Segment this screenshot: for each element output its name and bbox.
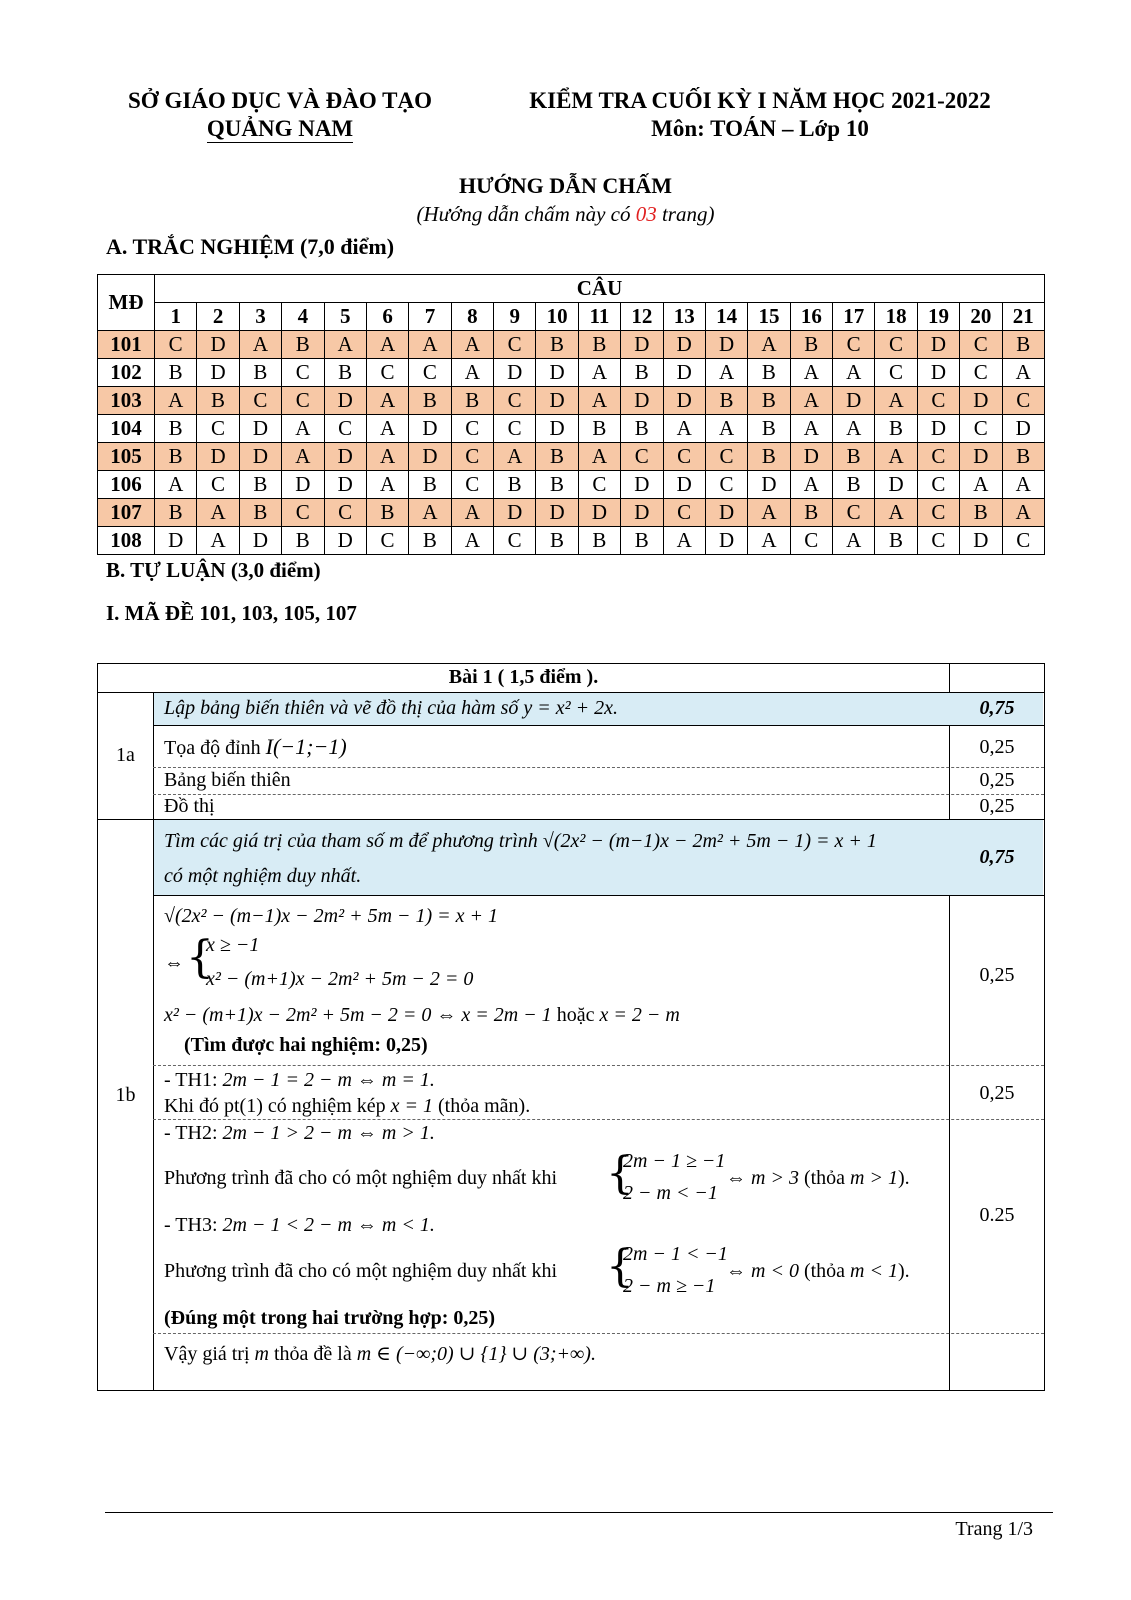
th1-line2-math: x = 1 bbox=[390, 1095, 433, 1117]
subtitle-pre: (Hướng dẫn chấm này có bbox=[416, 202, 636, 226]
answer-cell: C bbox=[833, 331, 875, 359]
final-math: m ∈ (−∞;0) ∪ {1} ∪ (3;+∞). bbox=[356, 1343, 596, 1365]
question-number: 10 bbox=[536, 303, 578, 331]
th2-result bbox=[726, 1167, 910, 1190]
th3-result-cond: m < 1 bbox=[850, 1260, 898, 1282]
answer-cell: D bbox=[875, 471, 917, 499]
answer-cell: A bbox=[875, 499, 917, 527]
answer-cell: B bbox=[197, 387, 239, 415]
th2-line2: Phương trình đã cho có một nghiệm duy nhất khi bbox=[164, 1167, 558, 1189]
answer-cell: C bbox=[790, 527, 832, 555]
th3-result-end: ). bbox=[898, 1260, 910, 1282]
answer-cell: D bbox=[239, 527, 281, 555]
answer-cell: C bbox=[663, 499, 705, 527]
answer-cell: A bbox=[451, 499, 493, 527]
answer-cell: C bbox=[960, 331, 1002, 359]
answer-cell: D bbox=[324, 443, 366, 471]
question-number: 19 bbox=[917, 303, 959, 331]
th3-result-math: ⇔ m < 0 bbox=[726, 1260, 799, 1282]
answer-cell: D bbox=[748, 471, 790, 499]
question-number: 17 bbox=[833, 303, 875, 331]
answer-cell: C bbox=[451, 471, 493, 499]
exam-code: 108 bbox=[98, 527, 155, 555]
exam-code: 106 bbox=[98, 471, 155, 499]
answer-cell: A bbox=[960, 471, 1002, 499]
answer-cell: D bbox=[960, 387, 1002, 415]
question-number: 16 bbox=[790, 303, 832, 331]
answer-row-101 bbox=[98, 331, 1045, 359]
answer-cell: C bbox=[875, 359, 917, 387]
answer-cell: A bbox=[833, 527, 875, 555]
answer-cell: B bbox=[578, 331, 620, 359]
answer-cell: A bbox=[494, 443, 536, 471]
answer-cell: B bbox=[790, 499, 832, 527]
answer-cell: B bbox=[790, 331, 832, 359]
answer-cell: D bbox=[536, 387, 578, 415]
answer-cell: D bbox=[705, 331, 747, 359]
answer-cell: B bbox=[748, 387, 790, 415]
answer-cell: D bbox=[663, 331, 705, 359]
answer-cell: B bbox=[705, 387, 747, 415]
answer-cell: B bbox=[324, 359, 366, 387]
answer-cell: C bbox=[366, 527, 408, 555]
answer-cell: D bbox=[705, 527, 747, 555]
answer-cell: C bbox=[282, 499, 324, 527]
question-number: 12 bbox=[621, 303, 663, 331]
answer-cell: A bbox=[663, 415, 705, 443]
r1-text bbox=[164, 734, 347, 760]
answer-cell: D bbox=[1002, 415, 1045, 443]
bai1-title: Bài 1 ( 1,5 điểm ). bbox=[448, 666, 599, 688]
header-left-line2 bbox=[100, 116, 460, 142]
question-number: 5 bbox=[324, 303, 366, 331]
final-m: m bbox=[254, 1343, 269, 1365]
answer-cell: B bbox=[748, 443, 790, 471]
answer-cell: A bbox=[663, 527, 705, 555]
answer-cell: A bbox=[451, 527, 493, 555]
answer-cell: A bbox=[409, 331, 451, 359]
answer-cell: C bbox=[494, 415, 536, 443]
final-line bbox=[164, 1341, 596, 1366]
subtitle-page-count: 03 bbox=[635, 202, 657, 226]
answer-cell: C bbox=[1002, 527, 1045, 555]
answer-cell: A bbox=[451, 331, 493, 359]
exam-code: 103 bbox=[98, 387, 155, 415]
answer-cell: C bbox=[1002, 387, 1045, 415]
answer-cell: D bbox=[960, 527, 1002, 555]
th3-line2: Phương trình đã cho có một nghiệm duy nhất khi bbox=[164, 1260, 558, 1282]
answer-cell: D bbox=[621, 387, 663, 415]
answer-cell: B bbox=[875, 415, 917, 443]
answer-cell: C bbox=[875, 331, 917, 359]
answer-cell: D bbox=[324, 527, 366, 555]
question-number: 14 bbox=[705, 303, 747, 331]
answer-cell: A bbox=[366, 331, 408, 359]
answer-cell: B bbox=[239, 499, 281, 527]
answer-cell: B bbox=[578, 415, 620, 443]
answer-cell: D bbox=[324, 471, 366, 499]
answer-cell: C bbox=[155, 331, 197, 359]
answer-cell: B bbox=[748, 359, 790, 387]
answer-cell: B bbox=[621, 359, 663, 387]
section-b1-heading: I. MÃ ĐỀ 101, 103, 105, 107 bbox=[106, 601, 357, 625]
th3-system-line1: 2m − 1 < −1 bbox=[623, 1243, 728, 1265]
answer-cell: B bbox=[239, 471, 281, 499]
th2-system-line1: 2m − 1 ≥ −1 bbox=[623, 1150, 726, 1172]
answer-cell: D bbox=[621, 471, 663, 499]
q1a-post: . bbox=[613, 697, 619, 719]
answer-cell: B bbox=[536, 471, 578, 499]
s1-system-line2: x² − (m+1)x − 2m² + 5m − 2 = 0 bbox=[206, 968, 474, 990]
answer-cell: C bbox=[705, 471, 747, 499]
answer-cell: A bbox=[705, 359, 747, 387]
answer-cell: B bbox=[748, 415, 790, 443]
answer-cell: B bbox=[494, 471, 536, 499]
th3-result bbox=[726, 1260, 910, 1283]
answer-cell: B bbox=[155, 499, 197, 527]
answer-cell: C bbox=[324, 415, 366, 443]
r1-label: Tọa độ đỉnh bbox=[164, 737, 266, 759]
answer-cell: C bbox=[578, 471, 620, 499]
answer-cell: C bbox=[366, 359, 408, 387]
th-score: 0.25 bbox=[979, 1204, 1015, 1226]
s1-system-line1: x ≥ −1 bbox=[206, 934, 260, 956]
th1-math: 2m − 1 = 2 − m ⇔ m = 1. bbox=[222, 1069, 435, 1091]
md-header: MĐ bbox=[98, 275, 155, 331]
grading-table bbox=[97, 663, 1045, 1391]
answer-cell: A bbox=[578, 387, 620, 415]
answer-cell: D bbox=[536, 499, 578, 527]
answer-cell: A bbox=[748, 527, 790, 555]
answer-cell: C bbox=[494, 387, 536, 415]
answer-cell: C bbox=[197, 415, 239, 443]
section-a-heading: A. TRẮC NGHIỆM (7,0 điểm) bbox=[106, 234, 395, 259]
exam-code: 102 bbox=[98, 359, 155, 387]
answer-cell: A bbox=[790, 415, 832, 443]
answer-cell: C bbox=[282, 387, 324, 415]
question-number: 2 bbox=[197, 303, 239, 331]
answer-cell: B bbox=[409, 387, 451, 415]
answer-cell: D bbox=[239, 415, 281, 443]
answer-cell: D bbox=[282, 471, 324, 499]
exam-code: 101 bbox=[98, 331, 155, 359]
answer-cell: D bbox=[917, 415, 959, 443]
answer-cell: A bbox=[409, 499, 451, 527]
answer-cell: D bbox=[197, 443, 239, 471]
answer-cell: B bbox=[833, 471, 875, 499]
answer-cell: C bbox=[494, 331, 536, 359]
answer-cell: A bbox=[197, 499, 239, 527]
r1-score: 0,25 bbox=[979, 736, 1015, 758]
answer-cell: A bbox=[875, 387, 917, 415]
answer-cell: A bbox=[790, 387, 832, 415]
th2-result-end: ). bbox=[898, 1167, 910, 1189]
answer-cell: C bbox=[917, 499, 959, 527]
s1-equiv: ⇔ bbox=[164, 952, 184, 974]
answer-cell: B bbox=[960, 499, 1002, 527]
exam-code: 105 bbox=[98, 443, 155, 471]
answer-cell: D bbox=[705, 499, 747, 527]
province-name: QUẢNG NAM bbox=[206, 116, 354, 141]
exam-code: 107 bbox=[98, 499, 155, 527]
answer-cell: C bbox=[663, 443, 705, 471]
q1b-line2: có một nghiệm duy nhất. bbox=[164, 865, 362, 887]
section-b-heading: B. TỰ LUẬN (3,0 điểm) bbox=[106, 558, 321, 582]
question-number-row bbox=[98, 303, 1045, 331]
answer-cell: B bbox=[1002, 331, 1045, 359]
question-number: 21 bbox=[1002, 303, 1045, 331]
answer-cell: C bbox=[621, 443, 663, 471]
question-number: 7 bbox=[409, 303, 451, 331]
answer-cell: A bbox=[748, 499, 790, 527]
answer-cell: A bbox=[748, 331, 790, 359]
answer-cell: B bbox=[621, 527, 663, 555]
question-number: 3 bbox=[239, 303, 281, 331]
page-number: Trang 1/3 bbox=[955, 1518, 1033, 1540]
th1-line2-post: (thỏa mãn). bbox=[433, 1095, 531, 1117]
th3-system-line2: 2 − m ≥ −1 bbox=[623, 1275, 716, 1297]
answer-cell: B bbox=[578, 527, 620, 555]
answer-cell: B bbox=[155, 359, 197, 387]
answer-cell: D bbox=[409, 415, 451, 443]
s1-score: 0,25 bbox=[979, 964, 1015, 986]
answer-cell: A bbox=[578, 359, 620, 387]
q1b-line1 bbox=[164, 830, 877, 853]
s1-or: hoặc bbox=[551, 1004, 600, 1026]
answer-cell: B bbox=[409, 471, 451, 499]
answer-cell: A bbox=[282, 415, 324, 443]
question-number: 9 bbox=[494, 303, 536, 331]
answer-cell: D bbox=[917, 359, 959, 387]
answer-cell: D bbox=[960, 443, 1002, 471]
th3-brace: { bbox=[606, 1241, 634, 1292]
answer-cell: A bbox=[324, 331, 366, 359]
answer-cell: D bbox=[197, 359, 239, 387]
answer-cell: A bbox=[1002, 499, 1045, 527]
answer-cell: C bbox=[960, 359, 1002, 387]
answer-cell: C bbox=[451, 443, 493, 471]
question-number: 13 bbox=[663, 303, 705, 331]
answer-cell: D bbox=[536, 415, 578, 443]
answer-cell: A bbox=[790, 359, 832, 387]
answer-cell: B bbox=[409, 527, 451, 555]
s1-note: (Tìm được hai nghiệm: 0,25) bbox=[184, 1034, 428, 1056]
th-note: (Đúng một trong hai trường hợp: 0,25) bbox=[164, 1307, 496, 1329]
answer-cell: D bbox=[324, 387, 366, 415]
question-number: 11 bbox=[578, 303, 620, 331]
th1-line1 bbox=[164, 1069, 435, 1092]
q1a-pre: Lập bảng biến thiên và vẽ đồ thị của hàm số bbox=[164, 697, 524, 719]
answer-cell: A bbox=[366, 471, 408, 499]
answer-cell: A bbox=[790, 471, 832, 499]
th2-result-math: ⇔ m > 3 bbox=[726, 1167, 799, 1189]
answer-cell: B bbox=[155, 443, 197, 471]
answer-cell: C bbox=[324, 499, 366, 527]
answer-cell: C bbox=[409, 359, 451, 387]
th1-score: 0,25 bbox=[979, 1082, 1015, 1104]
r2-score: 0,25 bbox=[979, 769, 1015, 791]
q1b-m: m bbox=[389, 830, 404, 852]
answer-row-104 bbox=[98, 415, 1045, 443]
answer-cell: A bbox=[1002, 359, 1045, 387]
footer-divider bbox=[105, 1512, 1053, 1513]
th3-label: - TH3: bbox=[164, 1214, 223, 1236]
question-number: 4 bbox=[282, 303, 324, 331]
answer-cell: A bbox=[155, 387, 197, 415]
q1b-mid: để phương trình bbox=[403, 830, 543, 852]
answer-cell: D bbox=[833, 387, 875, 415]
answer-cell: D bbox=[917, 331, 959, 359]
answer-cell: D bbox=[155, 527, 197, 555]
answer-cell: A bbox=[1002, 471, 1045, 499]
question-number: 6 bbox=[366, 303, 408, 331]
header-right-line1: KIỂM TRA CUỐI KỲ I NĂM HỌC 2021-2022 bbox=[529, 88, 991, 113]
th3-math: 2m − 1 < 2 − m ⇔ m < 1. bbox=[222, 1214, 435, 1236]
answer-cell: D bbox=[409, 443, 451, 471]
answer-cell: D bbox=[197, 331, 239, 359]
answer-cell: D bbox=[621, 331, 663, 359]
th2-line1 bbox=[164, 1122, 435, 1145]
answer-cell: A bbox=[875, 443, 917, 471]
answer-cell: D bbox=[663, 387, 705, 415]
answer-row-107 bbox=[98, 499, 1045, 527]
answer-cell: A bbox=[833, 415, 875, 443]
q1b-equation: √(2x² − (m−1)x − 2m² + 5m − 1) = x + 1 bbox=[542, 830, 877, 852]
r3-text: Đồ thị bbox=[164, 795, 215, 817]
th1-line2-pre: Khi đó pt(1) có nghiệm kép bbox=[164, 1095, 391, 1117]
answer-cell: D bbox=[536, 359, 578, 387]
answer-cell: B bbox=[833, 443, 875, 471]
answer-cell: A bbox=[366, 387, 408, 415]
q1a-score: 0,75 bbox=[979, 697, 1015, 719]
cau-header: CÂU bbox=[155, 275, 1045, 303]
s1-equation: √(2x² − (m−1)x − 2m² + 5m − 1) = x + 1 bbox=[164, 905, 499, 927]
answer-row-105 bbox=[98, 443, 1045, 471]
answer-cell: C bbox=[917, 443, 959, 471]
s1-line3 bbox=[164, 1004, 680, 1027]
answer-cell: D bbox=[790, 443, 832, 471]
answer-cell: B bbox=[282, 527, 324, 555]
answer-cell: C bbox=[917, 387, 959, 415]
answer-cell: A bbox=[451, 359, 493, 387]
answer-key-table bbox=[97, 274, 1045, 555]
answer-cell: C bbox=[239, 387, 281, 415]
answer-cell: B bbox=[282, 331, 324, 359]
th2-result-post: (thỏa bbox=[798, 1167, 851, 1189]
answer-cell: C bbox=[494, 527, 536, 555]
s1-brace: { bbox=[186, 932, 214, 983]
answer-cell: C bbox=[917, 527, 959, 555]
answer-cell: A bbox=[282, 443, 324, 471]
final-pre: Vậy giá trị bbox=[164, 1343, 255, 1365]
answer-cell: B bbox=[366, 499, 408, 527]
answer-cell: D bbox=[494, 359, 536, 387]
question-number: 20 bbox=[960, 303, 1002, 331]
th2-system-line2: 2 − m < −1 bbox=[623, 1182, 718, 1204]
answer-cell: C bbox=[833, 499, 875, 527]
final-mid: thỏa đề là bbox=[268, 1343, 357, 1365]
answer-cell: D bbox=[494, 499, 536, 527]
subtitle-post: trang) bbox=[656, 202, 715, 226]
q1b-pre: Tìm các giá trị của tham số bbox=[164, 830, 389, 852]
answer-cell: A bbox=[239, 331, 281, 359]
answer-cell: C bbox=[282, 359, 324, 387]
header-right-line2: Môn: TOÁN – Lớp 10 bbox=[651, 116, 869, 141]
answer-row-102 bbox=[98, 359, 1045, 387]
th3-line1 bbox=[164, 1214, 435, 1237]
answer-cell: A bbox=[155, 471, 197, 499]
answer-cell: C bbox=[451, 415, 493, 443]
answer-cell: B bbox=[1002, 443, 1045, 471]
th2-result-cond: m > 1 bbox=[850, 1167, 898, 1189]
s1-root2-math: x = 2 − m bbox=[599, 1004, 680, 1026]
th2-math: 2m − 1 > 2 − m ⇔ m > 1. bbox=[222, 1122, 435, 1144]
th3-result-post: (thỏa bbox=[798, 1260, 851, 1282]
answer-cell: B bbox=[621, 415, 663, 443]
answer-cell: D bbox=[239, 443, 281, 471]
s1-roots-math: x² − (m+1)x − 2m² + 5m − 2 = 0 ⇔ x = 2m − 1 bbox=[164, 1004, 552, 1026]
answer-cell: A bbox=[366, 443, 408, 471]
answer-row-108 bbox=[98, 527, 1045, 555]
answer-key-header-row bbox=[98, 275, 1045, 303]
th2-brace: { bbox=[606, 1148, 634, 1199]
q1b-score: 0,75 bbox=[979, 846, 1015, 868]
q1a-math: y = x² + 2x bbox=[523, 697, 614, 719]
answer-row-106 bbox=[98, 471, 1045, 499]
question-number: 8 bbox=[451, 303, 493, 331]
answer-cell: C bbox=[197, 471, 239, 499]
answer-cell: D bbox=[663, 359, 705, 387]
r2-text: Bảng biến thiên bbox=[164, 769, 291, 791]
th1-label: - TH1: bbox=[164, 1069, 223, 1091]
r3-score: 0,25 bbox=[979, 795, 1015, 817]
doc-subtitle bbox=[0, 202, 1131, 227]
answer-cell: D bbox=[621, 499, 663, 527]
answer-cell: B bbox=[536, 527, 578, 555]
th2-label: - TH2: bbox=[164, 1122, 223, 1144]
answer-row-103 bbox=[98, 387, 1045, 415]
answer-cell: D bbox=[663, 471, 705, 499]
q1a-text bbox=[164, 697, 618, 720]
doc-title: HƯỚNG DẪN CHẤM bbox=[458, 173, 673, 198]
answer-cell: C bbox=[917, 471, 959, 499]
label-1b: 1b bbox=[115, 1084, 136, 1106]
answer-cell: D bbox=[578, 499, 620, 527]
answer-cell: A bbox=[705, 415, 747, 443]
question-number: 15 bbox=[748, 303, 790, 331]
answer-cell: C bbox=[705, 443, 747, 471]
answer-cell: B bbox=[451, 387, 493, 415]
vertex-math: I(−1;−1) bbox=[265, 734, 347, 759]
answer-cell: B bbox=[536, 331, 578, 359]
answer-cell: B bbox=[155, 415, 197, 443]
answer-cell: A bbox=[833, 359, 875, 387]
answer-cell: A bbox=[366, 415, 408, 443]
label-1a: 1a bbox=[116, 744, 135, 766]
answer-cell: A bbox=[197, 527, 239, 555]
answer-cell: B bbox=[875, 527, 917, 555]
answer-cell: C bbox=[960, 415, 1002, 443]
answer-cell: B bbox=[239, 359, 281, 387]
header-left-line1: SỞ GIÁO DỤC VÀ ĐÀO TẠO bbox=[128, 88, 432, 113]
answer-cell: B bbox=[536, 443, 578, 471]
question-number: 1 bbox=[155, 303, 197, 331]
exam-code: 104 bbox=[98, 415, 155, 443]
th1-line2 bbox=[164, 1095, 530, 1118]
answer-cell: A bbox=[578, 443, 620, 471]
question-number: 18 bbox=[875, 303, 917, 331]
